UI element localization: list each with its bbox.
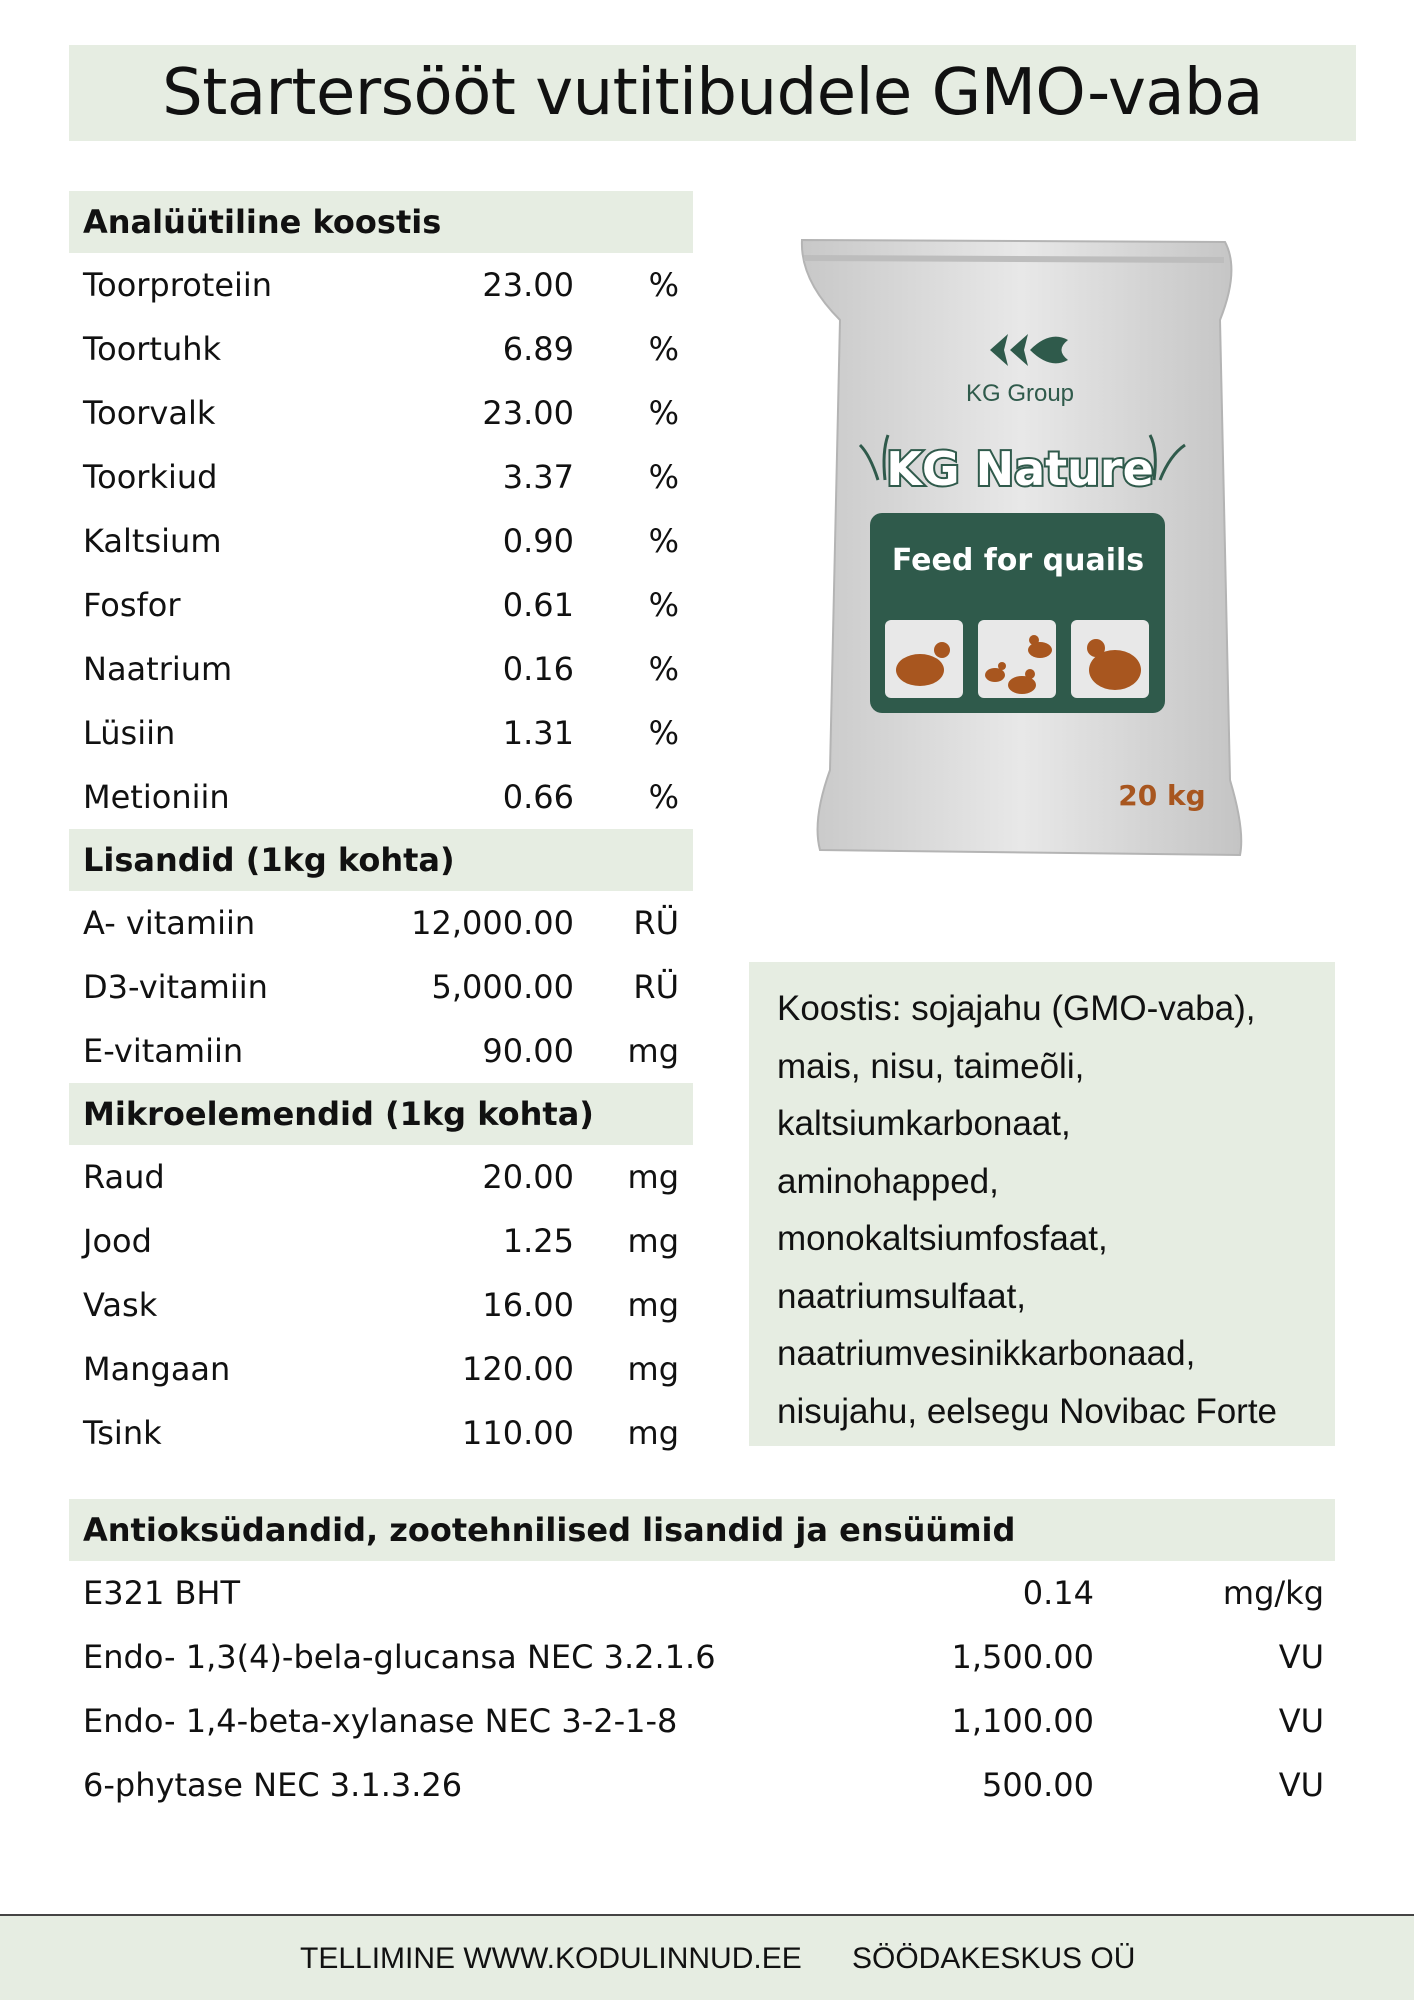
row-label: Endo- 1,3(4)-bela-glucansa NEC 3.2.1.6 bbox=[83, 1638, 716, 1676]
table-row bbox=[69, 1625, 1335, 1689]
table-row bbox=[69, 1689, 1335, 1753]
row-label: Toorkiud bbox=[83, 458, 218, 496]
section-heading-antioxidants: Antioksüdandid, zootehnilised lisandid ja ensüümid bbox=[69, 1499, 1335, 1561]
section-heading-additives: Lisandid (1kg kohta) bbox=[69, 829, 693, 891]
row-unit: VU bbox=[1278, 1638, 1324, 1676]
composition-line: mais, nisu, taimeõli, bbox=[777, 1046, 1085, 1086]
row-value: 20.00 bbox=[482, 1158, 574, 1196]
feed-bag-illustration bbox=[790, 230, 1250, 860]
row-unit: VU bbox=[1278, 1766, 1324, 1804]
bag-brand-text: KG Group bbox=[965, 380, 1075, 407]
section-heading-analytical: Analüütiline koostis bbox=[69, 191, 693, 253]
row-label: Tsink bbox=[83, 1414, 162, 1452]
row-label: Jood bbox=[83, 1222, 152, 1260]
table-row bbox=[69, 1401, 693, 1465]
row-value: 1,100.00 bbox=[951, 1702, 1094, 1740]
table-row bbox=[69, 445, 693, 509]
micro-rows bbox=[69, 1145, 693, 1465]
row-unit: % bbox=[648, 778, 679, 816]
row-unit: mg bbox=[627, 1350, 679, 1388]
row-label: 6-phytase NEC 3.1.3.26 bbox=[83, 1766, 463, 1804]
table-row bbox=[69, 891, 693, 955]
row-label: Naatrium bbox=[83, 650, 233, 688]
footer-company: SÖÖDAKESKUS OÜ bbox=[852, 1942, 1136, 1975]
composition-line: naatriumsulfaat, bbox=[777, 1276, 1027, 1316]
row-label: Kaltsium bbox=[83, 522, 222, 560]
footer-bar bbox=[0, 1914, 1414, 2000]
row-label: Endo- 1,4-beta-xylanase NEC 3-2-1-8 bbox=[83, 1702, 678, 1740]
row-unit: mg bbox=[627, 1222, 679, 1260]
row-unit: % bbox=[648, 394, 679, 432]
table-row bbox=[69, 1753, 1335, 1817]
row-label: Toorvalk bbox=[83, 394, 216, 432]
row-value: 1,500.00 bbox=[951, 1638, 1094, 1676]
row-value: 0.90 bbox=[502, 522, 574, 560]
row-value: 6.89 bbox=[502, 330, 574, 368]
row-unit: % bbox=[648, 266, 679, 304]
table-row bbox=[69, 317, 693, 381]
table-row bbox=[69, 381, 693, 445]
row-unit: mg bbox=[627, 1286, 679, 1324]
row-label: Fosfor bbox=[83, 586, 181, 624]
row-unit: RÜ bbox=[633, 968, 679, 1006]
row-unit: mg bbox=[627, 1414, 679, 1452]
composition-line: Koostis: sojajahu (GMO-vaba), bbox=[777, 989, 1256, 1028]
row-value: 3.37 bbox=[502, 458, 574, 496]
row-value: 1.31 bbox=[502, 714, 574, 752]
table-row bbox=[69, 1273, 693, 1337]
footer-order-link[interactable]: TELLIMINE WWW.KODULINNUD.EE bbox=[300, 1942, 802, 1975]
row-value: 23.00 bbox=[482, 266, 574, 304]
table-row bbox=[69, 573, 693, 637]
bag-product-line-text: KG Nature bbox=[886, 442, 1154, 496]
row-unit: % bbox=[648, 650, 679, 688]
row-unit: mg bbox=[627, 1032, 679, 1070]
row-label: Vask bbox=[83, 1286, 158, 1324]
row-unit: % bbox=[648, 586, 679, 624]
row-unit: % bbox=[648, 522, 679, 560]
row-label: E-vitamiin bbox=[83, 1032, 244, 1070]
row-unit: mg bbox=[627, 1158, 679, 1196]
section-heading-micro: Mikroelemendid (1kg kohta) bbox=[69, 1083, 693, 1145]
row-unit: % bbox=[648, 458, 679, 496]
table-row bbox=[69, 637, 693, 701]
composition-box bbox=[749, 962, 1335, 1446]
bag-seam bbox=[804, 258, 1224, 260]
composition-line: kaltsiumkarbonaat, bbox=[777, 1104, 1071, 1143]
row-value: 110.00 bbox=[462, 1414, 574, 1452]
composition-line: naatriumvesinikkarbonaad, bbox=[777, 1334, 1196, 1373]
row-label: Lüsiin bbox=[83, 714, 176, 752]
row-value: 0.61 bbox=[502, 586, 574, 624]
nutrition-table bbox=[69, 191, 693, 1465]
row-value: 1.25 bbox=[502, 1222, 574, 1260]
row-label: Metioniin bbox=[83, 778, 230, 816]
table-row bbox=[69, 509, 693, 573]
row-label: Toorproteiin bbox=[83, 266, 273, 304]
row-value: 16.00 bbox=[482, 1286, 574, 1324]
composition-line: aminohapped, bbox=[777, 1161, 999, 1201]
bag-panel-text: Feed for quails bbox=[891, 543, 1145, 578]
row-label: Mangaan bbox=[83, 1350, 231, 1388]
row-label: A- vitamiin bbox=[83, 904, 256, 942]
bag-weight-text: 20 kg bbox=[1118, 779, 1206, 812]
page-title: Startersööt vutitibudele GMO-vaba bbox=[162, 56, 1263, 130]
row-value: 500.00 bbox=[982, 1766, 1094, 1804]
row-value: 23.00 bbox=[482, 394, 574, 432]
row-value: 0.66 bbox=[502, 778, 574, 816]
row-label: E321 BHT bbox=[83, 1574, 241, 1612]
row-value: 90.00 bbox=[482, 1032, 574, 1070]
row-unit: % bbox=[648, 330, 679, 368]
row-value: 12,000.00 bbox=[411, 904, 574, 942]
row-value: 120.00 bbox=[462, 1350, 574, 1388]
table-row bbox=[69, 701, 693, 765]
table-row bbox=[69, 1019, 693, 1083]
analytical-rows bbox=[69, 253, 693, 829]
row-label: Raud bbox=[83, 1158, 165, 1196]
row-label: Toortuhk bbox=[83, 330, 222, 368]
table-row bbox=[69, 1209, 693, 1273]
enzymes-table bbox=[69, 1499, 1335, 1817]
row-unit: % bbox=[648, 714, 679, 752]
composition-line: monokaltsiumfosfaat, bbox=[777, 1219, 1108, 1258]
composition-line: nisujahu, eelsegu Novibac Forte bbox=[777, 1391, 1278, 1431]
table-row bbox=[69, 253, 693, 317]
product-bag-image bbox=[790, 230, 1250, 860]
row-unit: RÜ bbox=[633, 904, 679, 942]
row-value: 0.16 bbox=[502, 650, 574, 688]
title-band bbox=[69, 45, 1356, 141]
row-unit: mg/kg bbox=[1222, 1574, 1324, 1612]
row-unit: VU bbox=[1278, 1702, 1324, 1740]
table-row bbox=[69, 1561, 1335, 1625]
quail-tiles bbox=[885, 620, 1149, 698]
table-row bbox=[69, 1337, 693, 1401]
table-row bbox=[69, 765, 693, 829]
row-value: 0.14 bbox=[1022, 1574, 1094, 1612]
table-row bbox=[69, 1145, 693, 1209]
row-label: D3-vitamiin bbox=[83, 968, 268, 1006]
row-value: 5,000.00 bbox=[431, 968, 574, 1006]
table-row bbox=[69, 955, 693, 1019]
additive-rows bbox=[69, 891, 693, 1083]
